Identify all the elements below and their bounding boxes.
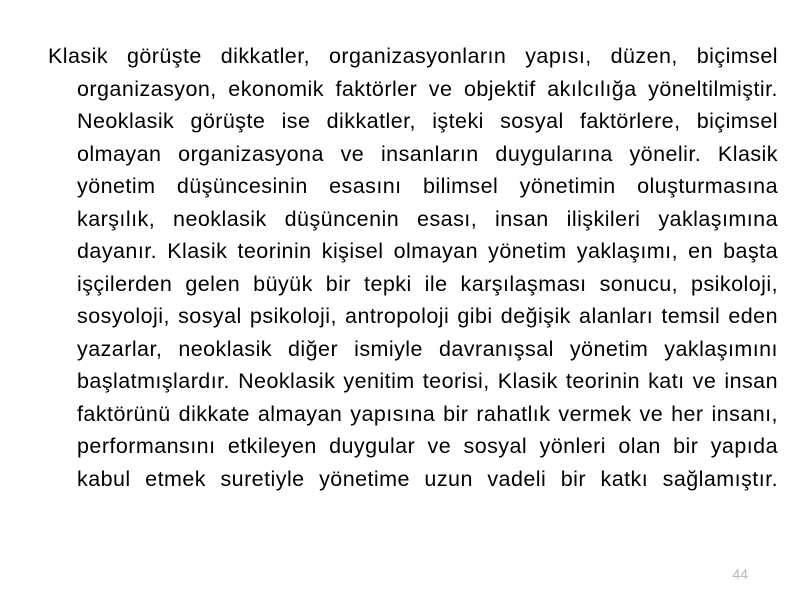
slide-number: 44 [732, 566, 748, 582]
body-paragraph: Klasik görüşte dikkatler, organizasyonların yapısı, düzen, biçimsel organizasyon, ekonomik faktörler ve objektif akılcılığa yöneltilmiştir. Neoklasik görüşte ise dikkatler, işteki sosyal faktörlere, biçimsel olmayan organizasyona ve insanların duygularına yönelir. Klasik yönetim düşüncesinin esasını bilimsel yönetimin oluşturmasına karşılık, neoklasik düşüncenin esası, insan ilişkileri yaklaşımına dayanır. Klasik teorinin kişisel olmayan yönetim yaklaşımı, en başta işçilerden gelen büyük bir tepki ile karşılaşması sonucu, psikoloji, sosyoloji, sosyal psikoloji, antropoloji gibi değişik alanları temsil eden yazarlar, neoklasik diğer ismiyle davranışsal yönetim yaklaşımını başlatmışlardır. Neoklasik yenitim teorisi, Klasik teorinin katı ve insan faktörünü dikkate almayan yapısına bir rahatlık vermek ve her insanı, performansını etkileyen duygular ve sosyal yönleri olan bir yapıda kabul etmek suretiyle yönetime uzun vadeli bir katkı sağlamıştır. [48, 44, 778, 491]
